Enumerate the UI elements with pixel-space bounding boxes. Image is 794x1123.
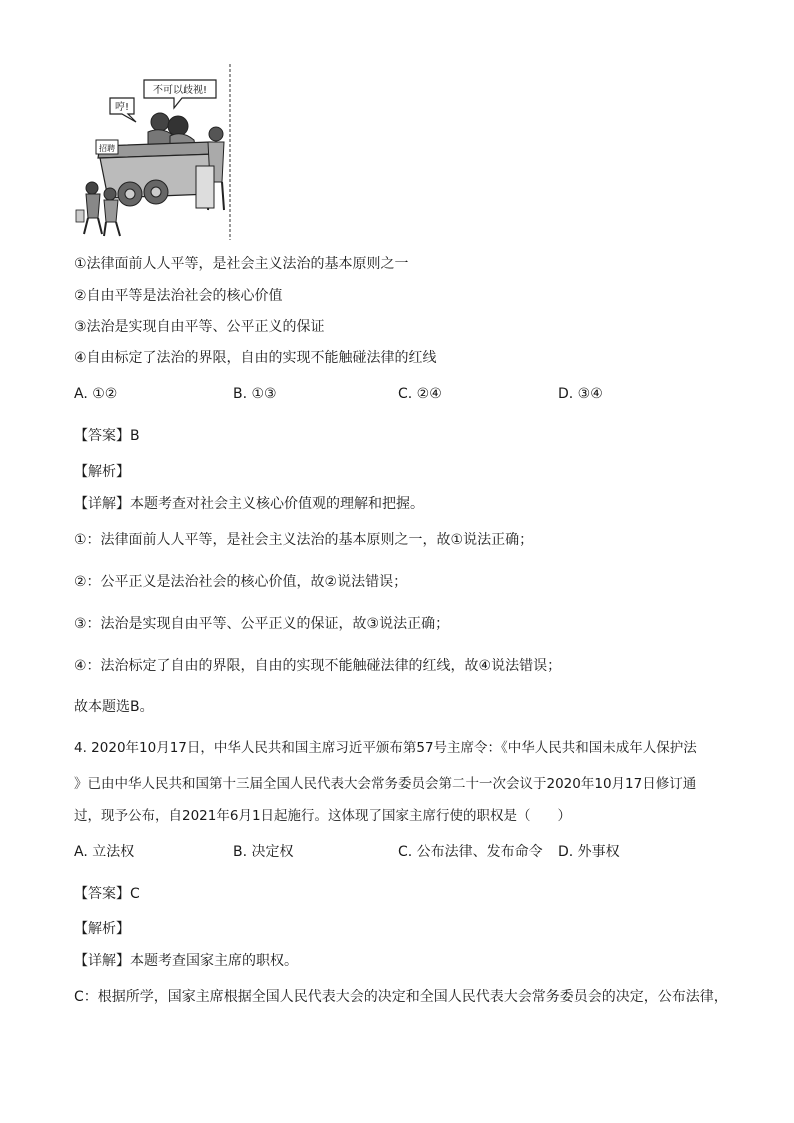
statement-4: ④自由标定了法治的界限，自由的实现不能触碰法律的红线: [74, 350, 437, 366]
q3-option-a: A. ①②: [74, 386, 118, 402]
q4-question-line-2: 》已由中华人民共和国第十三届全国人民代表大会常务委员会第二十一次会议于2020年10月17日修订通: [74, 776, 697, 792]
q3-option-c: C. ②④: [398, 386, 442, 402]
q4-question-line-3: 过，现予公布，自2021年6月1日起施行。这体现了国家主席行使的职权是（ ）: [74, 808, 572, 824]
statement-2: ②自由平等是法治社会的核心价值: [74, 288, 283, 304]
q4-option-d: D. 外事权: [558, 844, 620, 860]
q3-option-b: B. ①③: [233, 386, 277, 402]
q4-analysis-label: 【解析】: [74, 921, 130, 937]
q3-explanation-2: ②：公平正义是法治社会的核心价值，故②说法错误；: [74, 574, 408, 590]
q4-detail: 【详解】本题考查国家主席的职权。: [74, 953, 298, 969]
q3-conclusion: 故本题选B。: [74, 699, 154, 715]
q3-answer: 【答案】B: [74, 428, 140, 444]
q3-explanation-4: ④：法治标定了自由的界限，自由的实现不能触碰法律的红线，故④说法错误；: [74, 658, 562, 674]
q4-answer: 【答案】C: [74, 886, 140, 902]
bubble-left-text: 哼!: [114, 102, 130, 113]
statement-1: ①法律面前人人平等，是社会主义法治的基本原则之一: [74, 256, 409, 272]
q3-explanation-3: ③：法治是实现自由平等、公平正义的保证，故③说法正确；: [74, 616, 450, 632]
q3-analysis-label: 【解析】: [74, 464, 130, 480]
q4-option-a: A. 立法权: [74, 844, 135, 860]
discrimination-cartoon: [70, 62, 235, 242]
q3-detail: 【详解】本题考查对社会主义核心价值观的理解和把握。: [74, 496, 424, 512]
statement-3: ③法治是实现自由平等、公平正义的保证: [74, 319, 325, 335]
q4-question-line-1: 4. 2020年10月17日，中华人民共和国主席习近平颁布第57号主席令：《中华人民共和国未成年人保护法: [74, 740, 697, 756]
q3-explanation-1: ①：法律面前人人平等，是社会主义法治的基本原则之一，故①说法正确；: [74, 532, 534, 548]
desk-sign-text: 招聘: [99, 144, 115, 153]
q4-option-b: B. 决定权: [233, 844, 294, 860]
q4-option-c: C. 公布法律、发布命令: [398, 844, 543, 860]
q3-option-d: D. ③④: [558, 386, 603, 402]
bubble-right-text: 不可以歧视!: [152, 85, 208, 96]
q4-explanation: C：根据所学，国家主席根据全国人民代表大会的决定和全国人民代表大会常务委员会的决定，公布法律，: [74, 989, 728, 1005]
